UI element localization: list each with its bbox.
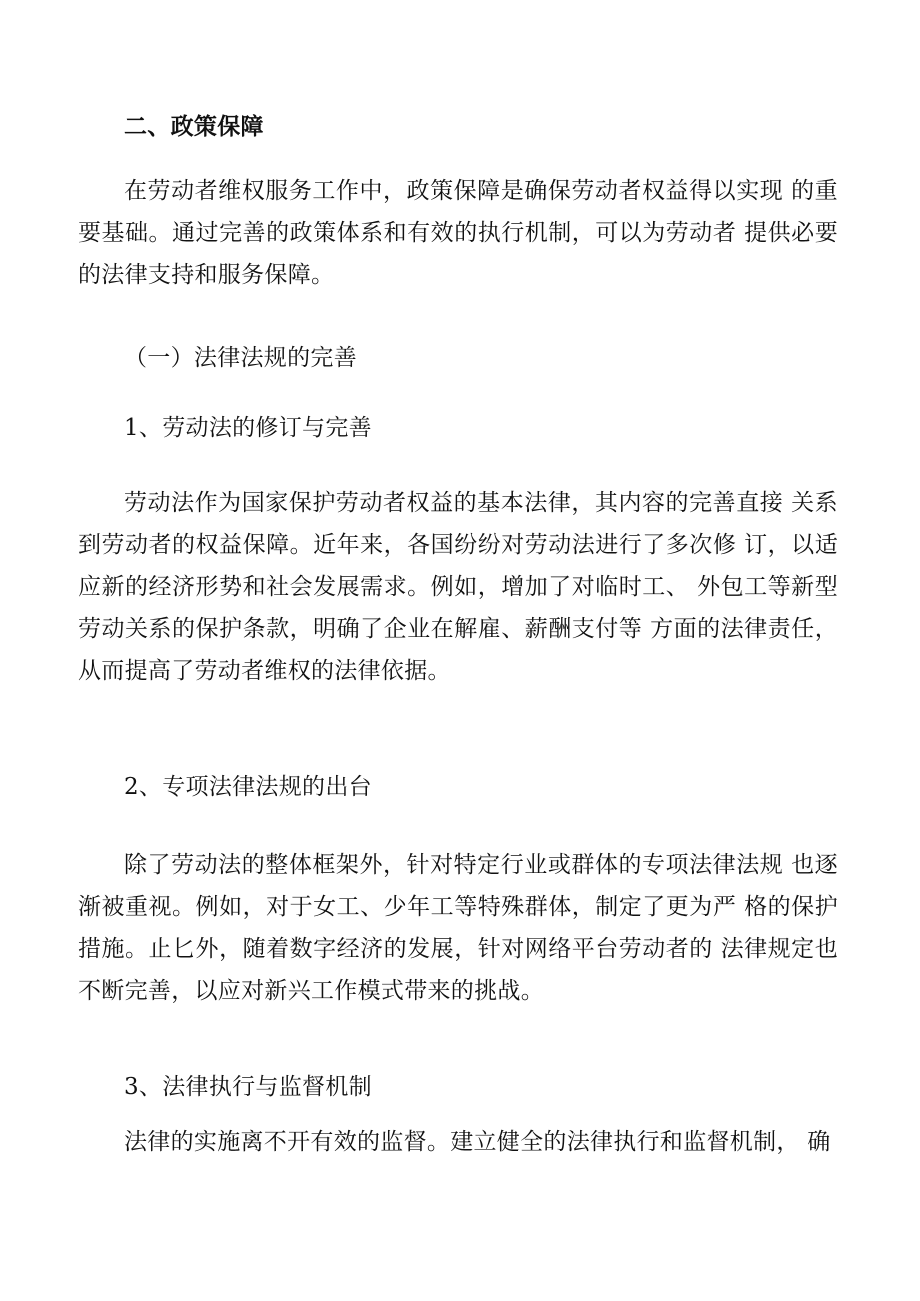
item-2-heading: 2、专项法律法规的出台	[124, 774, 372, 800]
item-3-heading: 3、法律执行与监督机制	[124, 1074, 372, 1100]
item-2-paragraph: 除了劳动法的整体框架外，针对特定行业或群体的专项法律法规 也逐渐被重视。例如，对于女工、少年工等特殊群体，制定了更为严 格的保护措施。止匕外，随着数字经济的发展，针对网络平台劳动者的 法律规定也不断完善，以应对新兴工作模式带来的挑战。	[78, 852, 838, 1004]
item-1-heading: 1、劳动法的修订与完善	[124, 415, 372, 441]
item-3-paragraph: 法律的实施离不开有效的监督。建立健全的法律执行和监督机制， 确	[124, 1129, 831, 1155]
section-heading: 二、政策保障	[124, 113, 264, 140]
subsection-heading: （一）法律法规的完善	[124, 345, 357, 371]
item-1-paragraph: 劳动法作为国家保护劳动者权益的基本法律，其内容的完善直接 关系到劳动者的权益保障。近年来，各国纷纷对劳动法进行了多次修 订，以适应新的经济形势和社会发展需求。例如，增加了对临时工、 外包工等新型劳动关系的保护条款，明确了企业在解雇、薪酬支付等 方面的法律责任，从而提高了劳动者维权的法律依据。	[78, 490, 838, 684]
intro-paragraph: 在劳动者维权服务工作中，政策保障是确保劳动者权益得以实现 的重要基础。通过完善的政策体系和有效的执行机制，可以为劳动者 提供必要的法律支持和服务保障。	[78, 178, 838, 288]
